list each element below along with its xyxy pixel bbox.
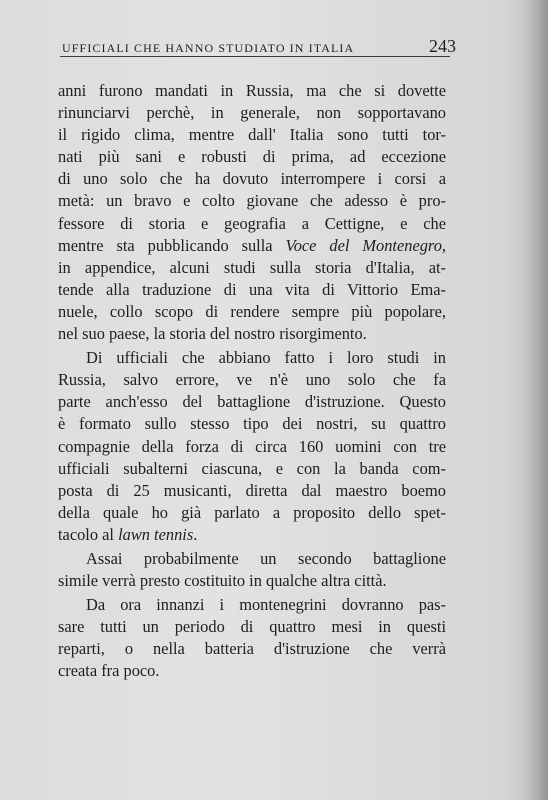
text-segment: Da ora innanzi i montenegrini dovranno pas- (86, 595, 446, 615)
paragraph (58, 80, 446, 345)
text-line (58, 190, 446, 212)
text-segment: reparti, o nella batteria d'istruzione che verrà (58, 639, 446, 659)
text-line (58, 638, 446, 660)
text-line (58, 347, 446, 369)
text-line (58, 413, 446, 435)
text-segment: , (441, 235, 446, 255)
text-segment: Russia, salvo errore, ve n'è uno solo che fa (58, 370, 446, 390)
page-number: 243 (429, 36, 456, 56)
text-segment: Assai probabilmente un secondo battaglione (86, 548, 446, 568)
italic-text: Voce del Montenegro (285, 235, 442, 255)
text-segment: è formato sullo stesso tipo dei nostri, su quattro (58, 414, 446, 434)
text-line (58, 594, 446, 616)
text-segment: anni furono mandati in Russia, ma che si dovette (58, 81, 446, 100)
text-line (58, 436, 446, 458)
text-line (58, 548, 446, 570)
text-line (58, 257, 446, 279)
running-header-title: UFFICIALI CHE HANNO STUDIATO IN ITALIA (62, 41, 355, 55)
running-header (62, 36, 456, 57)
text-segment: in appendice, alcuni studi sulla storia d'Italia, at- (58, 257, 446, 277)
text-segment: posta di 25 musicanti, diretta dal maestro boemo (58, 480, 446, 500)
text-line (58, 480, 446, 502)
text-segment: . (193, 524, 198, 544)
text-line (58, 524, 446, 546)
text-segment: nati più sani e robusti di prima, ad eccezione (58, 147, 446, 167)
text-segment: compagnie della forza di circa 160 uomini con tre (58, 436, 446, 456)
text-line (58, 502, 446, 524)
page-gutter-shadow (522, 0, 548, 800)
text-line (58, 279, 446, 301)
text-segment: simile verrà presto costituito in qualche altra città. (58, 571, 387, 591)
text-line (58, 616, 446, 638)
text-segment: mentre sta pubblicando sulla (58, 235, 286, 255)
text-line (58, 369, 446, 391)
text-line (58, 124, 446, 146)
text-line (58, 660, 446, 682)
text-segment: ufficiali subalterni ciascuna, e con la banda com- (58, 458, 446, 478)
text-segment: rinunciarvi perchè, in generale, non sopportavano (58, 103, 446, 123)
text-segment: metà: un bravo e colto giovane che adesso è pro- (58, 191, 446, 211)
paragraph (58, 594, 446, 682)
text-segment: tende alla traduzione di una vita di Vittorio Ema- (58, 279, 446, 299)
text-segment: parte anch'esso del battaglione d'istruzione. Questo (58, 392, 446, 412)
text-line (58, 102, 446, 124)
body-text (58, 80, 446, 683)
text-segment: nel suo paese, la storia del nostro risorgimento. (58, 324, 367, 344)
text-line (58, 301, 446, 323)
text-segment: della quale ho già parlato a proposito dello spet- (58, 502, 446, 522)
paragraph (58, 548, 446, 592)
text-line (58, 458, 446, 480)
text-segment: di uno solo che ha dovuto interrompere i corsi a (58, 169, 446, 189)
text-segment: tacolo al (58, 524, 119, 544)
text-line (58, 570, 446, 592)
header-rule (60, 56, 450, 57)
text-line (58, 323, 446, 345)
text-segment: Di ufficiali che abbiano fatto i loro studi in (86, 348, 446, 368)
text-line (58, 168, 446, 190)
text-segment: il rigido clima, mentre dall' Italia sono tutti tor- (58, 125, 446, 145)
text-line (58, 80, 446, 102)
text-segment: sare tutti un periodo di quattro mesi in questi (58, 617, 446, 637)
text-line (58, 391, 446, 413)
text-line (58, 235, 446, 257)
text-line (58, 146, 446, 168)
text-line (58, 213, 446, 235)
paragraph (58, 347, 446, 546)
text-segment: nuele, collo scopo di rendere sempre più popolare, (58, 301, 446, 321)
italic-text: lawn tennis (118, 524, 194, 544)
text-segment: fessore di storia e geografia a Cettigne, e che (58, 213, 446, 233)
text-segment: creata fra poco. (58, 661, 160, 681)
